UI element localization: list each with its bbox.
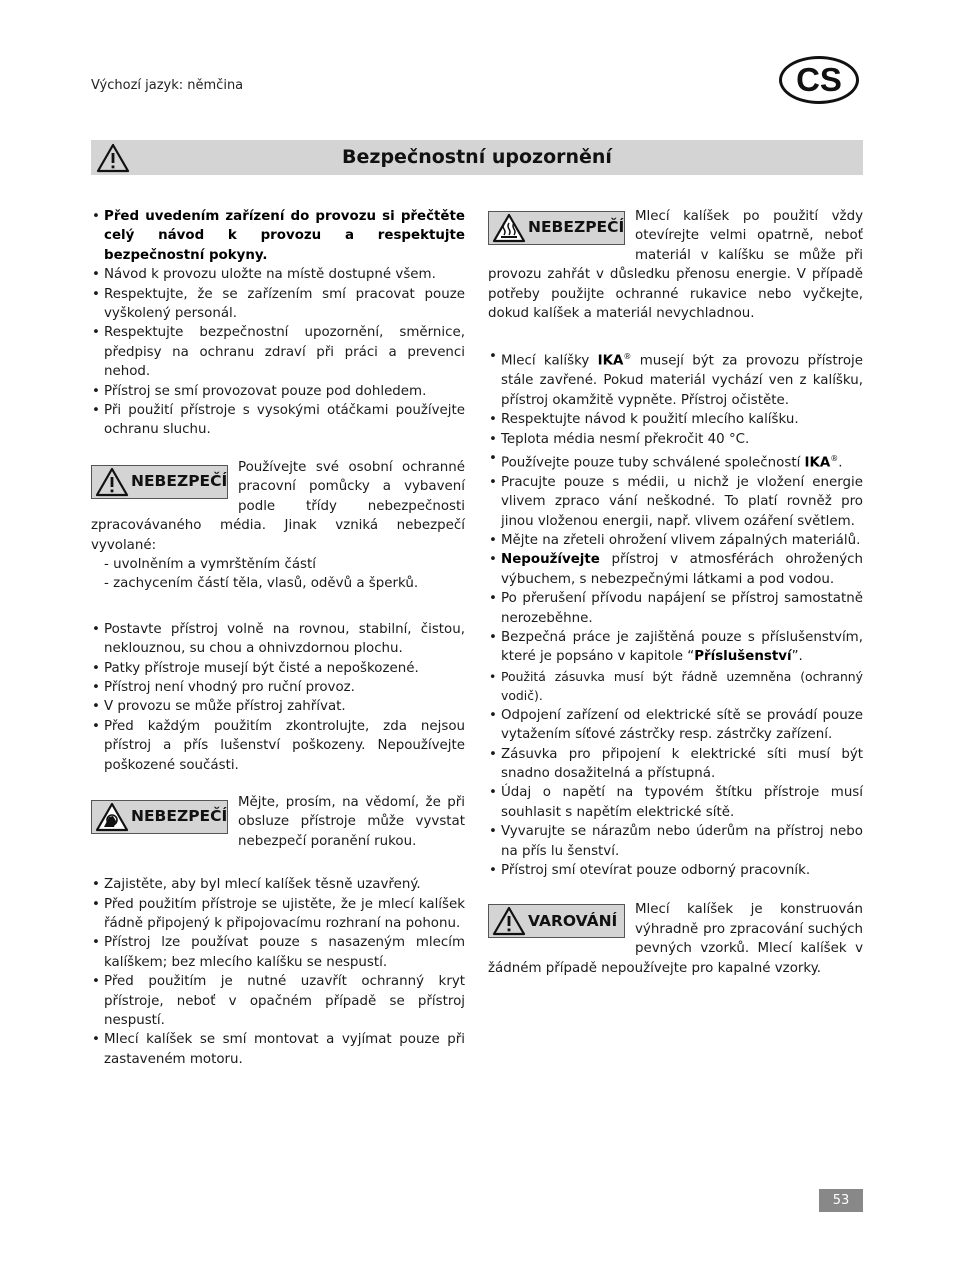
list-item: • Přístroj smí otevírat pouze odborný pracovník. — [488, 861, 863, 880]
list-item: • Respektujte návod k použití mlecího kalíšku. — [488, 410, 863, 429]
left-column — [91, 207, 465, 1069]
operation-safety-list — [488, 347, 863, 880]
list-item: • Pracujte pouze s médii, u nichž je vložení energie vlivem zpraco vání neškodné. To platí rovněž pro jinou vloženou energii, např. vlivem ozáření světlem. — [488, 473, 863, 531]
grinding-cup-list — [91, 875, 465, 1069]
list-item: • Zajistěte, aby byl mlecí kalíšek těsně uzavřený. — [91, 875, 465, 894]
list-item: • Nepoužívejte přístroj v atmosférách ohrožených výbuchem, s nebezpečnými látkami a pod vodou. — [488, 550, 863, 589]
list-item: • Respektujte bezpečnostní upozornění, směrnice, předpisy na ochranu zdraví při práci a prevenci nehod. — [91, 323, 465, 381]
list-item: • Respektujte, že se zařízením smí pracovat pouze vyškolený personál. — [91, 285, 465, 324]
list-item: • Mějte na zřeteli ohrožení vlivem zápalných materiálů. — [488, 531, 863, 550]
warning-notice-dry-samples — [488, 900, 863, 978]
page-number: 53 — [819, 1189, 863, 1212]
general-safety-list — [91, 207, 465, 440]
list-item: • Přístroj se smí provozovat pouze pod dohledem. — [91, 382, 465, 401]
danger-notice-hand-injury — [91, 793, 465, 851]
warning-text: Mlecí kalíšek je konstruován výhradně pro zpracování suchých pevných vzorků. Mlecí kalíšek v žádném případě nepoužívejte pro kapalné vzorky. — [488, 902, 863, 976]
hand-injury-warning-icon — [95, 802, 129, 832]
list-item: • Po přerušení přívodu napájení se přístroj samostatně nerozeběhne. — [488, 589, 863, 628]
list-item: • V provozu se může přístroj zahřívat. — [91, 697, 465, 716]
danger-text: Mlecí kalíšek po použití vždy otevírejte velmi opatrně, neboť materiál v kalíšku se může při provozu zahřát v důsledku přenosu energie. V případě potřeby použijte ochranné rukavice nebo vyčkejte, dokud kalíšek a materiál nevychladnou. — [488, 209, 863, 322]
list-item: • Návod k provozu uložte na místě dostupné všem. — [91, 265, 465, 284]
danger-label: NEBEZPEČÍ — [91, 465, 228, 499]
list-item: • Před každým použitím zkontrolujte, zda nejsou přístroj a přís lušenství poškozeny. Nepoužívejte poškozené součásti. — [91, 717, 465, 775]
warning-triangle-icon — [95, 467, 129, 497]
list-item: • Před použitím je nutné uzavřít ochranný kryt přístroje, neboť v opačném případě se přístroj nespustí. — [91, 972, 465, 1030]
page-title: Bezpečnostní upozornění — [342, 146, 612, 168]
list-item: • Před uvedením zařízení do provozu si přečtěte celý návod k provozu a respektujte bezpečnostní pokyny. — [91, 207, 465, 265]
right-column — [488, 207, 863, 996]
hazard-item: - zachycením částí těla, vlasů, oděvů a šperků. — [104, 576, 419, 592]
hot-surface-warning-icon — [492, 213, 526, 243]
list-item: • Údaj o napětí na typovém štítku přístroje musí souhlasit s napětím elektrické sítě. — [488, 783, 863, 822]
danger-label: NEBEZPEČÍ — [488, 211, 625, 245]
list-item: • Mlecí kalíšek se smí montovat a vyjímat pouze při zastaveném motoru. — [91, 1030, 465, 1069]
danger-text: Používejte své osobní ochranné pracovní pomůcky a vybavení podle třídy nebezpečnosti zpracovávaného média. Jinak vzniká nebezpečí vyvolané: — [91, 459, 465, 553]
warning-triangle-icon — [492, 906, 526, 936]
list-item: • Přístroj není vhodný pro ruční provoz. — [91, 678, 465, 697]
list-item: • Při použití přístroje s vysokými otáčkami používejte ochranu sluchu. — [91, 401, 465, 440]
danger-notice-hot-surface — [488, 207, 863, 323]
list-item: • Odpojení zařízení od elektrické sítě se provádí pouze vytažením síťové zástrčky resp. zástrčky zařízení. — [488, 706, 863, 745]
list-item: • Vyvarujte se nárazům nebo úderům na přístroj nebo na přís lu šenství. — [488, 822, 863, 861]
list-item: • Postavte přístroj volně na rovnou, stabilní, čistou, neklouznou, su chou a ohnivzdornou plochu. — [91, 620, 465, 659]
danger-text: Mějte, prosím, na vědomí, že při obsluze přístroje může vyvstat nebezpečí poranění rukou. — [238, 794, 465, 849]
list-item: • Použitá zásuvka musí být řádně uzemněna (ochranný vodič). — [488, 667, 863, 706]
warning-label: VAROVÁNÍ — [488, 904, 625, 938]
list-item: • Patky přístroje musejí být čisté a nepoškozené. — [91, 659, 465, 678]
danger-notice-protective-equipment — [91, 458, 465, 594]
placement-list — [91, 620, 465, 775]
list-item: • Před použitím přístroje se ujistěte, že je mlecí kalíšek řádně připojený k připojovacímu rozhraní na pohonu. — [91, 895, 465, 934]
language-badge: CS — [779, 56, 859, 104]
danger-label: NEBEZPEČÍ — [91, 800, 228, 834]
list-item: • Přístroj lze používat pouze s nasazeným mlecím kalíškem; bez mlecího kalíšku se nespustí. — [91, 933, 465, 972]
source-language-note: Výchozí jazyk: němčina — [91, 78, 244, 93]
list-item: • Bezpečná práce je zajištěná pouze s příslušenstvím, které je popsáno v kapitole “Příslušenství”. — [488, 628, 863, 667]
list-item: • Používejte pouze tuby schválené společností IKA®. — [488, 449, 863, 473]
list-item: • Mlecí kalíšky IKA® musejí být za provozu přístroje stále zavřené. Pokud materiál vychází ven z kalíšku, přístroj okamžitě vypněte. Přístroj očistěte. — [488, 347, 863, 410]
section-title-bar — [91, 140, 863, 175]
list-item: • Zásuvka pro připojení k elektrické síti musí být snadno dosažitelná a přístupná. — [488, 745, 863, 784]
list-item: • Teplota média nesmí překročit 40 °C. — [488, 430, 863, 449]
hazard-item: - uvolněním a vymrštěním částí — [104, 556, 316, 572]
